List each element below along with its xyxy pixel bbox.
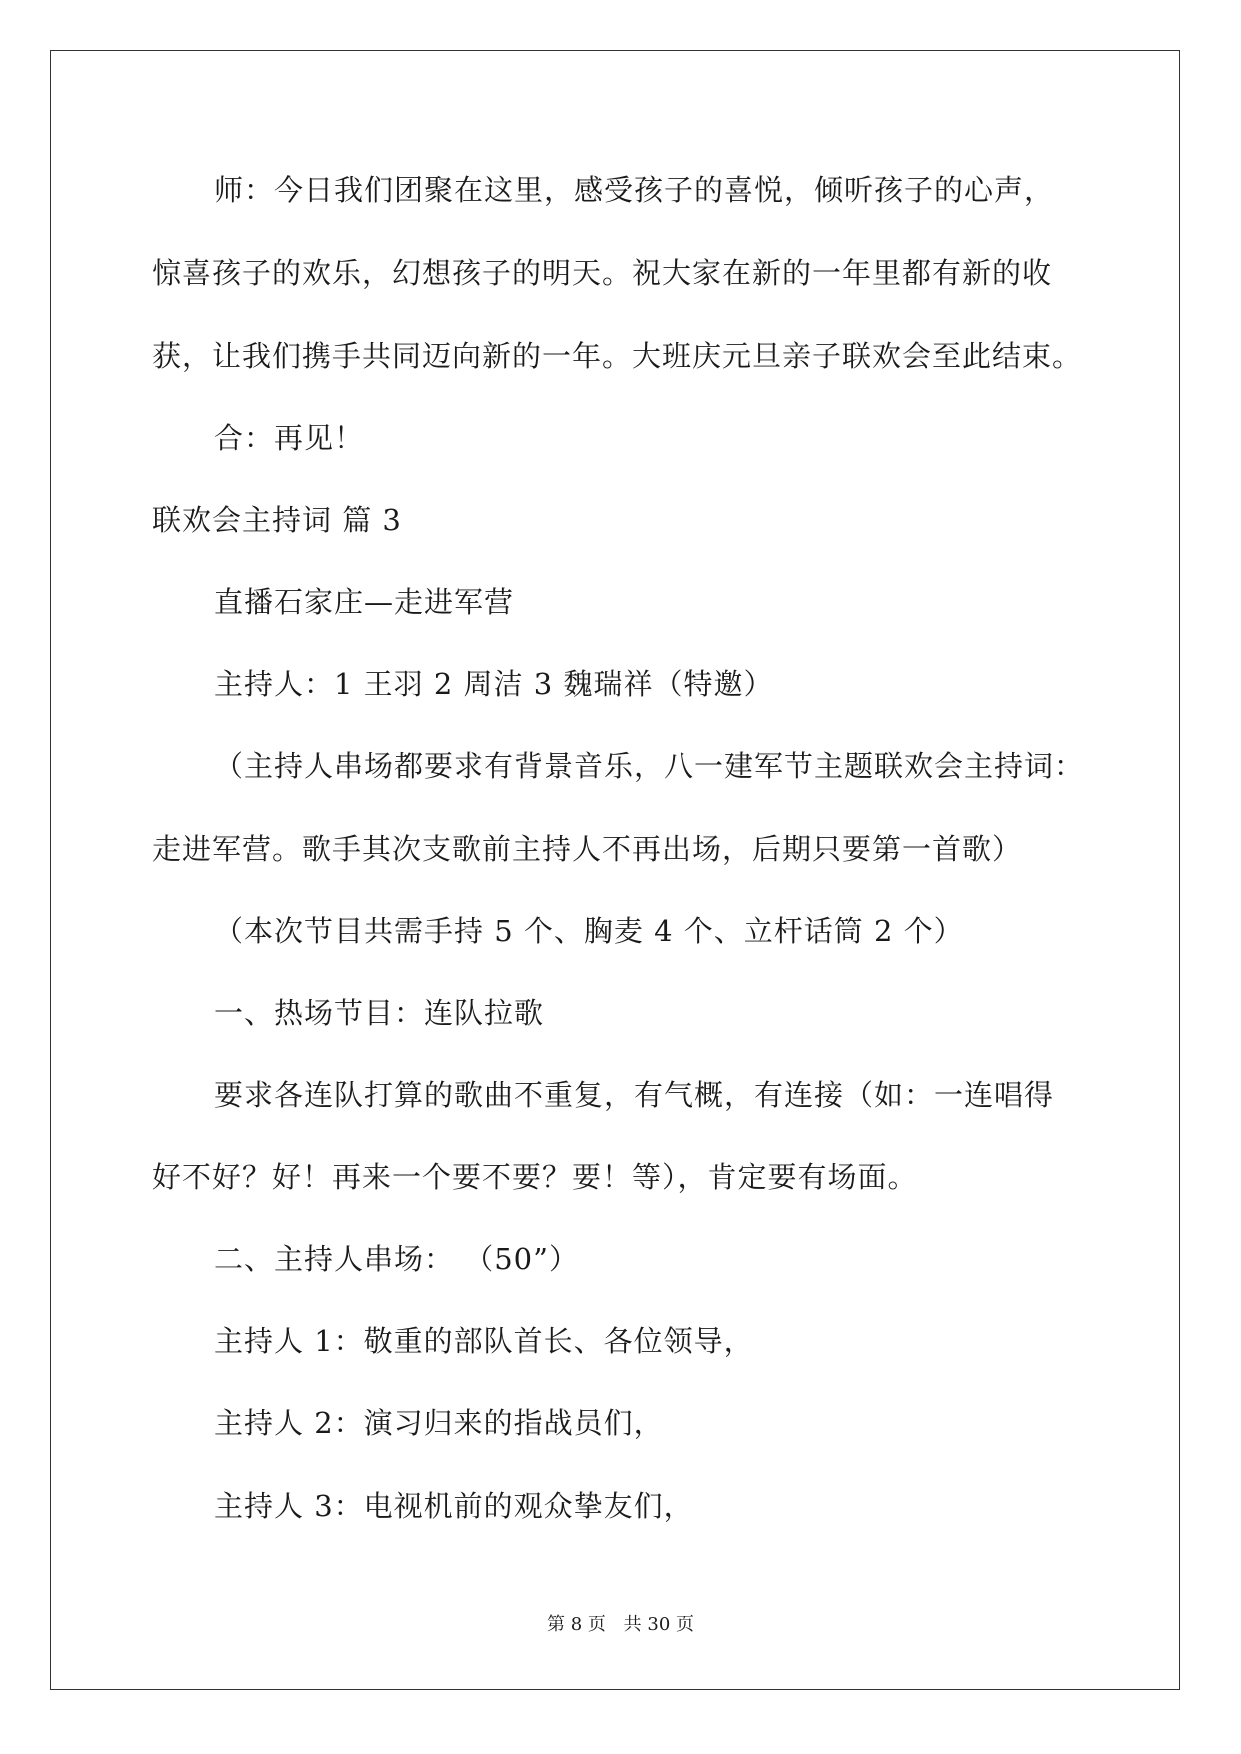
paragraph-line: 走进军营。歌手其次支歌前主持人不再出场，后期只要第一首歌） (152, 832, 1023, 866)
paragraph-line: 合：再见！ (214, 421, 365, 455)
current-page-number: 第 8 页 (547, 1614, 606, 1635)
paragraph-line: 主持人：1 王羽 2 周洁 3 魏瑞祥（特邀） (214, 667, 774, 701)
paragraph-line: 主持人 1：敬重的部队首长、各位领导， (214, 1324, 754, 1358)
page-footer (0, 1613, 1241, 1637)
paragraph-line: 直播石家庄—走进军营 (214, 585, 515, 619)
paragraph-line: 师：今日我们团聚在这里，感受孩子的喜悦，倾听孩子的心声， (214, 173, 1055, 207)
paragraph-line: 要求各连队打算的歌曲不重复，有气概，有连接（如：一连唱得 (214, 1078, 1055, 1112)
page-border (50, 50, 1180, 1690)
paragraph-line: 获，让我们携手共同迈向新的一年。大班庆元旦亲子联欢会至此结束。 (152, 339, 1083, 373)
paragraph-line: 一、热场节目：连队拉歌 (214, 996, 545, 1030)
paragraph-line: （主持人串场都要求有背景音乐，八一建军节主题联欢会主持词： (214, 749, 1085, 783)
paragraph-line: 好不好？好！再来一个要不要？要！等），肯定要有场面。 (152, 1160, 918, 1194)
total-pages: 共 30 页 (623, 1614, 694, 1635)
paragraph-line: 主持人 2：演习归来的指战员们， (214, 1406, 664, 1440)
paragraph-line: （本次节目共需手持 5 个、胸麦 4 个、立杆话筒 2 个） (214, 914, 964, 948)
paragraph-line: 主持人 3：电视机前的观众挚友们， (214, 1489, 694, 1523)
paragraph-line: 二、主持人串场： （50”） (214, 1242, 579, 1276)
section-heading: 联欢会主持词 篇 3 (152, 503, 402, 537)
paragraph-line: 惊喜孩子的欢乐，幻想孩子的明天。祝大家在新的一年里都有新的收 (152, 256, 1053, 290)
